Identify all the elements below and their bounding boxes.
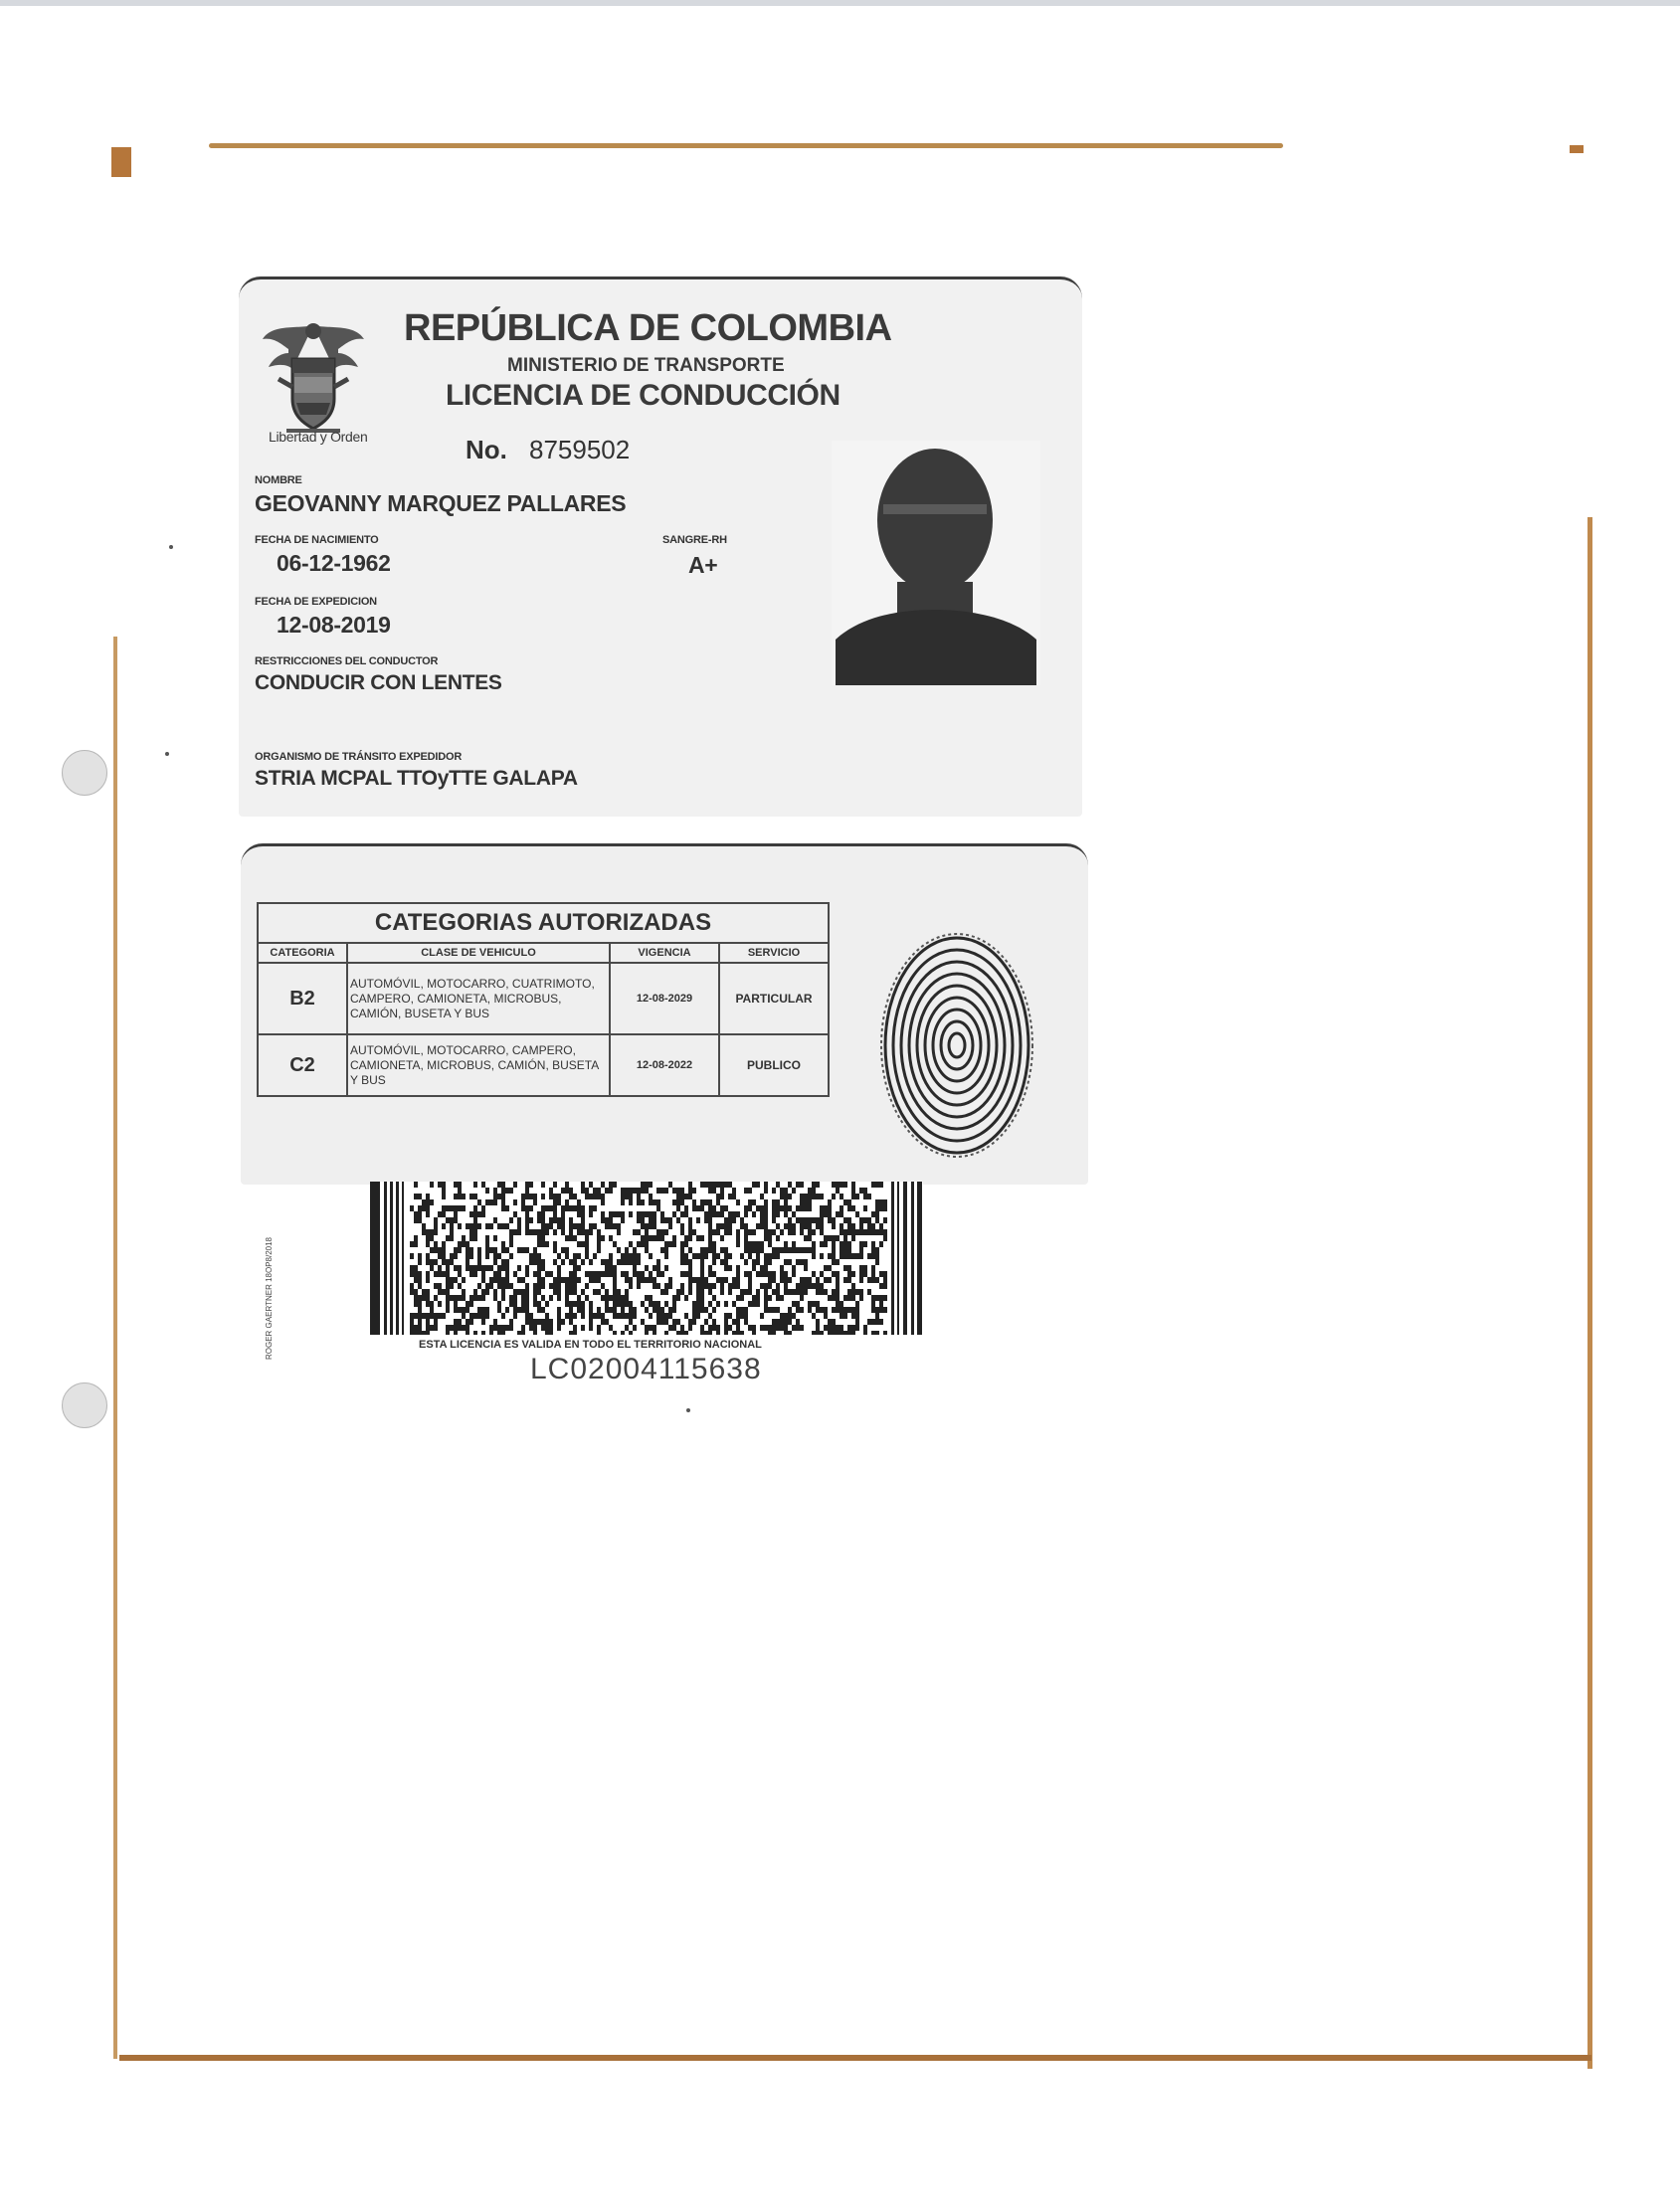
paper-corner [111,147,131,177]
printer-mark: ROGER GAERTNER 18OP8/2018 [265,1236,274,1360]
license-front-card [239,276,1082,817]
column-header: CATEGORIA [258,943,347,963]
paper-corner [1570,145,1584,153]
issue-date: 12-08-2019 [277,612,391,638]
category-code: B2 [258,963,347,1034]
category-service: PUBLICO [719,1034,829,1096]
authority-label: ORGANISMO DE TRÁNSITO EXPEDIDOR [255,751,463,763]
issue-date-label: FECHA DE EXPEDICION [255,596,377,608]
vehicle-class: AUTOMÓVIL, MOTOCARRO, CUATRIMOTO, CAMPERO, CAMIONETA, MICROBUS, CAMIÓN, BUSETA Y BUS [347,963,610,1034]
scan-edge [0,0,1680,6]
category-validity: 12-08-2022 [610,1034,719,1096]
table-row [258,1034,829,1096]
birth-date: 06-12-1962 [277,550,391,576]
name-label: NOMBRE [255,474,302,486]
fingerprint-icon [857,906,1056,1165]
column-header: CLASE DE VEHICULO [347,943,610,963]
punch-hole [62,1382,107,1428]
country-title: REPÚBLICA DE COLOMBIA [404,307,892,349]
serial-number: LC02004115638 [530,1353,762,1385]
document-title: LICENCIA DE CONDUCCIÓN [446,379,840,412]
category-validity: 12-08-2029 [610,963,719,1034]
ministry-title: MINISTERIO DE TRANSPORTE [507,355,785,376]
blood-type-label: SANGRE-RH [662,534,727,546]
license-number: 8759502 [529,435,631,464]
categories-title: CATEGORIAS AUTORIZADAS [258,903,829,943]
table-row [258,963,829,1034]
holder-name: GEOVANNY MARQUEZ PALLARES [255,490,627,516]
paper-edge-bottom [119,2055,1591,2061]
column-header: VIGENCIA [610,943,719,963]
paper-edge-right [1587,517,1592,2069]
issuing-authority: STRIA MCPAL TTOyTTE GALAPA [255,767,578,790]
license-back-card [241,843,1088,1185]
holder-photo [832,441,1040,685]
emblem-caption: Libertad y Orden [269,429,368,445]
category-service: PARTICULAR [719,963,829,1034]
category-code: C2 [258,1034,347,1096]
license-number-label: No. [466,435,507,464]
pdf417-barcode [370,1182,923,1335]
scan-speck [169,545,173,549]
scan-speck [165,752,169,756]
paper-edge-left [113,637,117,2059]
scan-speck [686,1408,690,1412]
vehicle-class: AUTOMÓVIL, MOTOCARRO, CAMPERO, CAMIONETA, MICROBUS, CAMIÓN, BUSETA Y BUS [347,1034,610,1096]
restrictions-label: RESTRICCIONES DEL CONDUCTOR [255,655,439,667]
birth-date-label: FECHA DE NACIMIENTO [255,534,379,546]
punch-hole [62,750,107,796]
paper-edge-top [209,143,1283,148]
blood-type: A+ [688,552,718,578]
restrictions-value: CONDUCIR CON LENTES [255,671,502,694]
categories-table [257,902,830,1097]
validity-note: ESTA LICENCIA ES VALIDA EN TODO EL TERRITORIO NACIONAL [419,1339,762,1351]
column-header: SERVICIO [719,943,829,963]
